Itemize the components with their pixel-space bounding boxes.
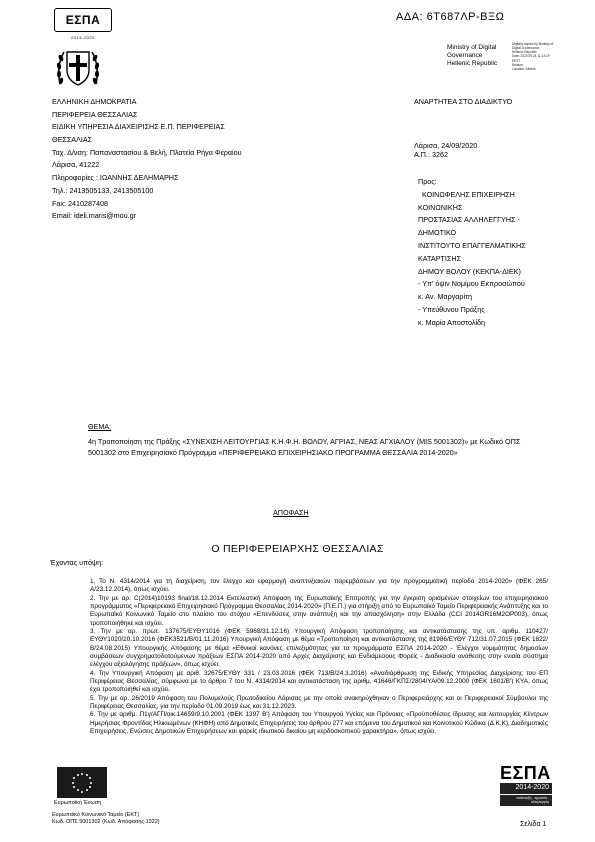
- list-item: 5. Την με αρ. 26/2019 Απόφαση του Πολυμελούς Πρωτοδικείου Λάρισας με την οποία ανακηρύχθηκαν ο Περιφερειάρχης και οι Περιφερειακοί Σύμβουλοι της Περιφέρειας Θεσσαλίας, για την περίοδο 01.09.2019 έως και 31.12.2023.: [90, 694, 548, 710]
- list-item: 3. Την με αρ. πρωτ. 137675/ΕΥΘΥ1016 (ΦΕΚ 5968/31.12.16) Υπουργική Απόφαση τροποποίησης και αντικατάστασης της υπ. αριθμ. 110427/ΕΥΘΥ1020/20.10.2016 (ΦΕΚ3521/Β/01.11.2016) Υπουργική Απόφαση με θέμα «Τροποποίηση και αντικατάστασης της 81986/ΕΥΘΥ 712/31.07.2015 (ΦΕΚ 1822/Β/24.08.2015) Υπουργικής Απόφασης με θέμα «Εθνικοί κανόνες επιλεξιμότητας για τα προγράμματα ΕΣΠΑ 2014-2020 - Έλεγχοι νομιμότητας δημοσίων συμβάσεων συγχρηματοδοτούμενων πράξεων ΕΣΠΑ 2014-2020 από Αρχές Διαχείρισης και Ενδιάμεσους Φορείς - Διαδικασία ανάθεσης στην ενιαία σύστημα ελέγχου αξιολόγησης πράξεων», όπως ισχύει.: [90, 627, 548, 669]
- decision-label: ΑΠΟΦΑΣΗ: [273, 508, 309, 517]
- espa-years: 2014-2020: [500, 783, 552, 794]
- list-item: 2. Την με αρ. C(2014)10193 final/18.12.2014 Εκτελεστική Απόφαση της Ευρωπαϊκής Επιτροπής για την έγκριση ορισμένων στοιχείων του επιχειρησιακού προγράμματος «Περιφερειακό Επιχειρησιακό Πρόγραμμα Θεσσαλίας 2014-2020» (Π.Ε.Π.) για στήριξη από το Ευρωπαϊκό Ταμείο Περιφερειακής Ανάπτυξης και το Ευρωπαϊκό Κοινωνικό Ταμείο στο πλαίσιο του στόχου «Επενδύσεις στην ανάπτυξη και την απασχόληση» στην Ελλάδα (CCI 2014GR16M2OP003), όπως τροποποιήθηκε και ισχύει.: [90, 594, 548, 627]
- eu-star-icon: [90, 782, 92, 784]
- eu-star-icon: [73, 786, 75, 788]
- espa-tagline: ανάπτυξη - εργασία - αλληλεγγύη: [500, 795, 552, 806]
- eu-star-icon: [81, 791, 83, 793]
- page-number: Σελίδα 1: [520, 821, 547, 828]
- eu-star-icon: [81, 773, 83, 775]
- date-block: Λάρισα, 24/09/2020 Α.Π.: 3262: [414, 141, 478, 159]
- list-item: 4. Την Υπουργική Απόφαση με αριθ. 32675/ΕΥΘΥ 331 / 23.03.2016 (ΦΕΚ 713/Β/24.3.2016) «Αναδιάρθρωση της Ειδικής Υπηρεσίας Διαχείρισης του ΕΠ Περιφέρειας Θεσσαλίας, σύμφωνα με το άρθρο 7 του Ν. 4314/2014 και αντικατάσταση της αριθμ. 41646/ΓΚΠΣ/2804/ΥΑ/09.12.2000 (ΦΕΚ 1601/Β') ΚΥΑ, όπως έχει τροποποιηθεί και ισχύει.: [90, 669, 548, 694]
- ministry-signature: Ministry of Digital Governance Hellenic Republic: [447, 44, 498, 68]
- eu-star-icon: [77, 789, 79, 791]
- greek-emblem-icon: [52, 40, 104, 94]
- subject-label: ΘΕΜΑ:: [88, 422, 112, 431]
- eu-star-icon: [89, 786, 91, 788]
- list-item: 6. Την με αριθμ. Π1γ/ΑΓΠ/οικ.14659/9.10.2001 (ΦΕΚ 1397 Β') Απόφαση του Υπουργού Υγείας και Πρόνοιας «Προϋποθέσεις ίδρυσης και λειτουργίας Κέντρων Ημερήσιας Φροντίδας Ηλικιωμένων (ΚΗΦΗ) από Δημοτικές Επιχειρήσεις του άρθρου 277 και επόμενα του Δημοτικού και Κοινοτικού Κώδικα (Δ.Κ.Κ), Διαδημοτικές Επιχειρήσεις, Ενώσεις Δημοτικών Επιχειρήσεων και φορείς ιδιωτικού δικαίου μη κερδοσκοπικού χαρακτήρα», όπως ισχύει.: [90, 711, 548, 735]
- page-title: Ο ΠΕΡΙΦΕΡΕΙΑΡΧΗΣ ΘΕΣΣΑΛΙΑΣ: [211, 543, 384, 555]
- posting-notice: ΑΝΑΡΤΗΤΕΑ ΣΤΟ ΔΙΑΔΙΚΤΥΟ: [414, 97, 513, 106]
- sender-block: ΕΛΛΗΝΙΚΗ ΔΗΜΟΚΡΑΤΙΑ ΠΕΡΙΦΕΡΕΙΑ ΘΕΣΣΑΛΙΑΣ ΕΙΔΙΚΗ ΥΠΗΡΕΣΙΑ ΔΙΑΧΕΙΡΙΣΗΣ Ε.Π. ΠΕΡΙΦΕΡΕΙΑΣ ΘΕΣΣΑΛΙΑΣ Ταχ. Δ/νση: Παπαναστασίου & Βελή, Πλατεία Ρήγα Φεραίου Λάρισα, 41222 Πληροφορίες : ΙΩΑΝΝΗΣ ΔΕΛΗΜΑΡΗΣ Τηλ.: 2413505133, 2413505100 Fax: 2410287408 Email: ideli.maris@mou.gr: [52, 97, 242, 224]
- eu-star-icon: [86, 789, 88, 791]
- espa-logo-top: [54, 8, 112, 40]
- espa-logo-sub: 2014-2020: [71, 35, 95, 40]
- eu-star-icon: [89, 777, 91, 779]
- espa-logo-bottom: [500, 764, 552, 806]
- espa-logo-text: ΕΣΠΑ: [500, 763, 551, 783]
- recipient-block: Προς: ΚΟΙΝΩΦΕΛΗΣ ΕΠΙΧΕΙΡΗΣΗ ΚΟΙΝΩΝΙΚΗΣ ΠΡΟΣΤΑΣΙΑΣ ΑΛΛΗΛΕΓΓΥΗΣ - ΔΗΜΟΤΙΚΟ ΙΝΣΤΙΤΟΥΤΟ ΕΠΑΓΓΕΛΜΑΤΙΚΗΣ ΚΑΤΑΡΤΙΣΗΣ ΔΗΜΟΥ ΒΟΛΟΥ (ΚΕΚΠΑ-ΔΙΕΚ) - Υπ' όψιν Νομίμου Εκπροσώπου κ. Αν. Μαργαρίτη - Υπεύθυνου Πράξης κ. Μαρία Αποστολίδη: [418, 177, 526, 327]
- eu-flag-icon: [57, 767, 107, 798]
- legal-basis-list: [90, 578, 548, 736]
- list-item: 1. Το Ν. 4314/2014 για τη διαχείριση, τον έλεγχο και εφαρμογή αναπτυξιακών παρεμβάσεων για την προγραμματική περίοδο 2014-2020» (ΦΕΚ 265/Α/23.12.2014), όπως ισχύει.: [90, 578, 548, 594]
- eu-star-icon: [72, 782, 74, 784]
- ada-number: ΑΔΑ: 6Τ687ΛΡ-ΒΞΩ: [396, 11, 505, 23]
- email-link[interactable]: Email: ideli.maris@mou.gr: [52, 211, 136, 221]
- eu-caption: Ευρωπαϊκή Ένωση: [54, 800, 102, 806]
- footer-fund-info: Ευρωπαϊκό Κοινωνικό Ταμείο (ΕΚΤ) Κωδ. ΟΠΣ 5001302 (Κωδ. Απόφασης 1322): [52, 812, 160, 826]
- signature-details: Digitally signed by Ministry of Digital Governance, Hellenic Republic Date: 2020.09.24 11:13:19 EEST Reason: Location: Athens: [512, 42, 554, 71]
- eu-star-icon: [77, 774, 79, 776]
- eu-star-icon: [73, 777, 75, 779]
- having-regard-label: Έχοντας υπόψη:: [50, 558, 104, 567]
- eu-star-icon: [86, 774, 88, 776]
- subject-text: 4η Τροποποίηση της Πράξης «ΣΥΝΕΧΙΣΗ ΛΕΙΤΟΥΡΓΙΑΣ Κ.Η.Φ.Η. ΒΟΛΟΥ, ΑΓΡΙΑΣ, ΝΕΑΣ ΑΓΧΙΑΛΟΥ (MIS 5001302)» με Κωδικό ΟΠΣ 5001302 στο Επιχειρησιακό Πρόγραμμα «ΠΕΡΙΦΕΡΕΙΑΚΟ ΕΠΙΧΕΙΡΗΣΙΑΚΟ ΠΡΟΓΡΑΜΜΑ ΘΕΣΣΑΛΙΑ 2014-2020»: [88, 437, 521, 458]
- espa-logo-text: ΕΣΠΑ: [65, 12, 101, 27]
